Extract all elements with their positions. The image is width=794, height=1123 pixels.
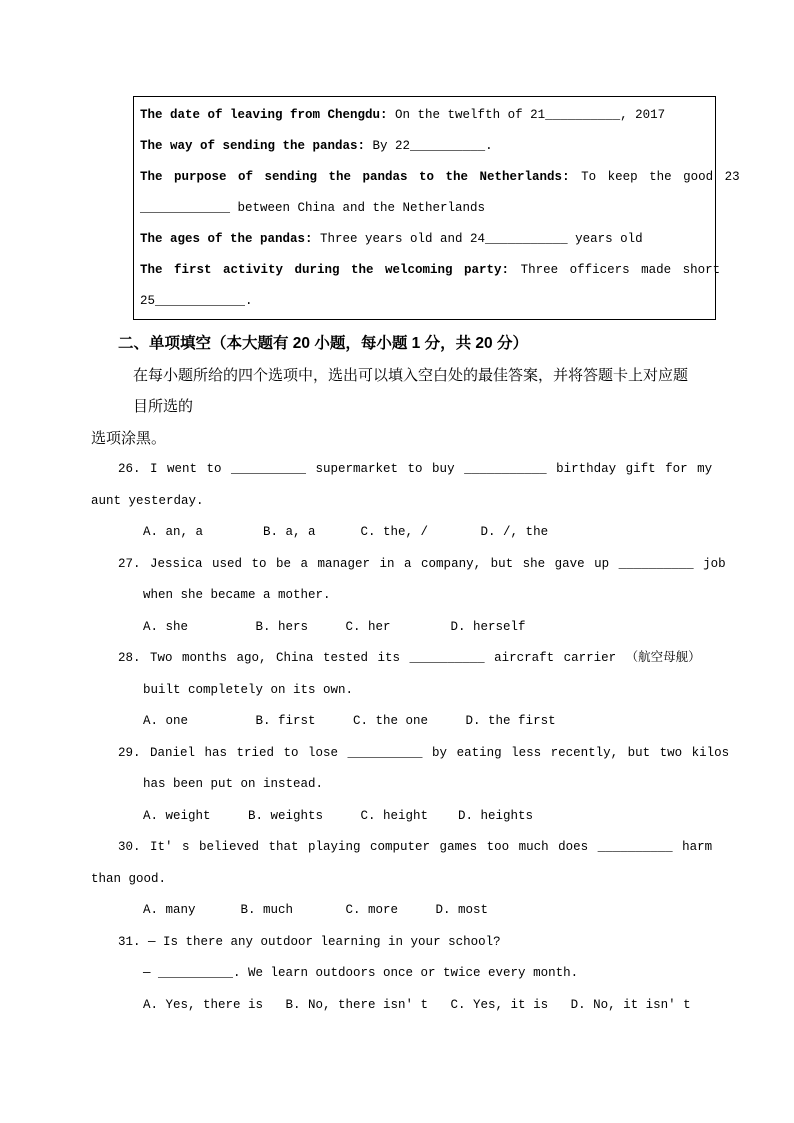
question-stem-line2: — __________. We learn outdoors once or twice every month. [143,966,579,980]
panda-box-text: ____________ between China and the Netherlands [140,201,486,215]
question-stem-line2: built completely on its own. [143,682,354,697]
question-stem-text: — Is there any outdoor learning in your school? [140,934,501,949]
question-options: A. weight B. weights C. height D. heights [143,808,534,823]
question-stem-line1 [91,454,713,486]
question-stem-line1 [91,643,707,675]
question-number: 30. [118,840,141,854]
panda-box-label: The first activity during the welcoming party: [140,263,510,277]
panda-box-text: To keep the good 23 [569,170,740,184]
panda-box-line [140,162,740,193]
exam-page [91,96,740,1021]
question-number: 28. [118,651,141,665]
panda-box-label: The date of leaving from Chengdu: [140,108,388,122]
panda-box-line [140,255,721,286]
panda-box-line [140,100,709,131]
question-31 [91,927,707,1022]
panda-info-box [133,96,740,320]
question-stem-text: I went to __________ supermarket to buy ___________ birthday gift for my [140,462,713,476]
question-number: 26. [118,462,141,476]
section-instruction-line: 目所选的 [133,398,194,415]
question-29 [91,738,730,833]
question-stem-line2: has been put on instead. [143,777,324,791]
question-stem-line2: aunt yesterday. [91,493,204,508]
panda-box-line [140,131,709,162]
question-options: A. she B. hers C. her D. herself [143,619,526,634]
question-stem-text: It' s believed that playing computer games too much does __________ harm [140,840,713,854]
question-28 [91,643,707,738]
question-30 [91,832,713,927]
question-stem-text: Jessica used to be a manager in a company, but she gave up __________ job [140,556,726,571]
question-number: 27. [118,556,141,571]
question-stem-line2: when she became a mother. [143,588,331,602]
question-stem-line1 [91,927,707,959]
panda-box-text: Three years old and 24___________ years old [312,232,643,246]
question-options: A. Yes, there is B. No, there isn' t C. Yes, it is D. No, it isn' t [143,997,691,1012]
section-instruction-line: 在每小题所给的四个选项中，选出可以填入空白处的最佳答案，并将答题卡上对应题 [133,366,689,384]
question-options: A. one B. first C. the one D. the first [143,714,556,728]
question-stem-line1 [91,549,726,581]
panda-box-label: The ages of the pandas: [140,232,313,246]
panda-box-text: Three officers made short [509,263,721,277]
question-stem-line1 [91,832,713,864]
section-heading: 二、单项填空（本大题有 20 小题，每小题 1 分，共 20 分） [118,335,528,352]
question-27 [91,549,726,644]
question-stem-text: Daniel has tried to lose __________ by eating less recently, but two kilos [140,745,730,760]
panda-box-line [140,286,709,317]
question-number: 31. [118,934,141,949]
question-stem-line1 [91,738,730,770]
panda-box-text: On the twelfth of 21__________, 2017 [387,108,666,122]
panda-box-label: The way of sending the pandas: [140,139,366,153]
panda-box-line [140,224,709,255]
question-stem-line2: than good. [91,871,167,886]
question-options: A. many B. much C. more D. most [143,903,489,917]
question-number: 29. [118,745,141,760]
panda-box-text: By 22__________. [365,139,493,153]
panda-box-line [140,193,709,224]
question-stem-text: Two months ago, China tested its __________ aircraft carrier （航空母舰） [140,651,701,665]
panda-box-label: The purpose of sending the pandas to the Netherlands: [140,170,570,184]
panda-box-text: 25____________. [140,294,253,308]
question-options: A. an, a B. a, a C. the, / D. /, the [143,525,549,539]
question-26 [91,454,713,549]
section-instruction-line: 选项涂黑。 [91,429,167,447]
